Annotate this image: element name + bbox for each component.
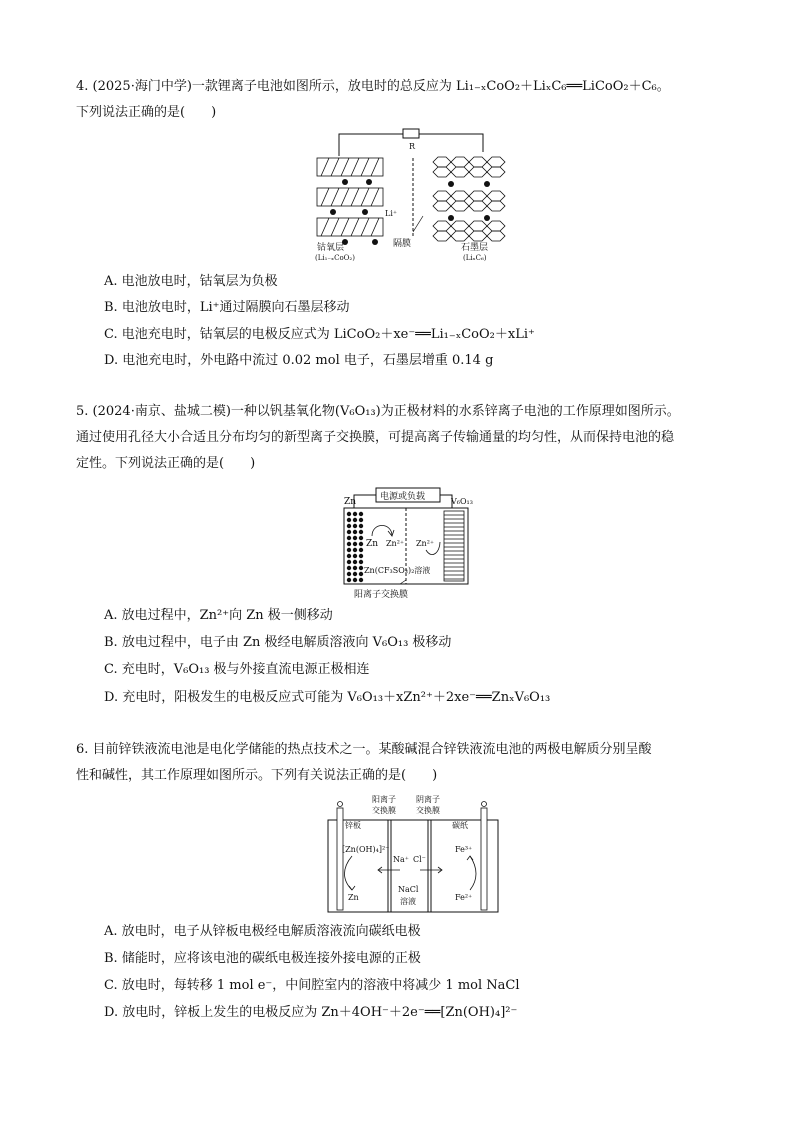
- question-4-option-a[interactable]: A. 电池放电时，钴氧层为负极: [104, 274, 278, 289]
- cobalt-layer-label: 钴氧层: [317, 243, 345, 253]
- fe3-label: Fe³⁺: [455, 845, 473, 854]
- power-label: 电源或负载: [380, 492, 426, 502]
- carbon-paper-label: 碳纸: [452, 821, 468, 830]
- fe2-label: Fe²⁺: [455, 893, 473, 902]
- question-4-stem-line1: 4. (2025·海门中学)一款锂离子电池如图所示，放电时的总反应为 Li₁₋ₓCoO₂＋LiₓC₆══LiCoO₂＋C₆。: [76, 79, 670, 94]
- graphite-layers: [433, 157, 505, 241]
- zincate-label: [Zn(OH)₄]²⁻: [342, 845, 390, 854]
- v6o13-label: V₆O₁₃: [451, 497, 473, 506]
- question-5-stem-line1: 5. (2024·南京、盐城二模)一种以钒基氧化物(V₆O₁₃)为正极材料的水系锌离子电池的工作原理如图所示。: [76, 404, 680, 419]
- question-5-stem-line3: 定性。下列说法正确的是( ): [76, 456, 256, 471]
- question-6-option-d[interactable]: D. 放电时，锌板上发生的电极反应为 Zn＋4OH⁻＋2e⁻══[Zn(OH)₄]²⁻: [104, 1005, 518, 1020]
- zn-electrode-label: Zn: [344, 497, 357, 507]
- zinc-ion-battery-figure: [340, 484, 480, 600]
- graphite-layer-label: 石墨层: [461, 243, 489, 253]
- question-5-option-b[interactable]: B. 放电过程中，电子由 Zn 极经电解质溶液向 V₆O₁₃ 极移动: [104, 635, 452, 650]
- question-4-option-c[interactable]: C. 电池充电时，钴氧层的电极反应式为 LiCoO₂＋xe⁻══Li₁₋ₓCoO₂＋xLi⁺: [104, 327, 535, 342]
- cobalt-oxide-layers: [317, 158, 383, 236]
- cation-membrane-label-1: 阳离子: [372, 795, 396, 804]
- question-5-option-d[interactable]: D. 充电时，阳极发生的电极反应式可能为 V₆O₁₃＋xZn²⁺＋2xe⁻══ZnₓV₆O₁₃: [104, 690, 551, 705]
- anion-membrane-label-2: 交换膜: [416, 806, 440, 815]
- question-4-stem: [76, 74, 722, 126]
- zn2-left-label: Zn²⁺: [386, 539, 405, 548]
- lithium-battery-figure: [305, 126, 515, 266]
- membrane-label: 阳离子交换膜: [354, 590, 409, 600]
- anion-membrane-label-1: 阴离子: [416, 795, 440, 804]
- graphite-layer-formula: (LiₓC₆): [463, 254, 487, 262]
- solution-label: Zn(CF₃SO₃)₂溶液: [364, 566, 431, 575]
- solution-label: 溶液: [400, 897, 416, 906]
- lithium-ions-right: [448, 181, 490, 221]
- separator-label: 隔膜: [393, 239, 412, 249]
- question-5-option-a[interactable]: A. 放电过程中，Zn²⁺向 Zn 极一侧移动: [104, 608, 333, 623]
- zinc-plate-label: 锌板: [345, 821, 361, 830]
- zinc-iron-flow-battery-figure: [324, 790, 504, 920]
- zinc-plate: [337, 808, 343, 910]
- carbon-paper: [481, 808, 487, 910]
- question-6-option-c[interactable]: C. 放电时，每转移 1 mol e⁻，中间腔室内的溶液中将减少 1 mol NaCl: [104, 978, 520, 993]
- question-5-option-c[interactable]: C. 充电时，V₆O₁₃ 极与外接直流电源正极相连: [104, 662, 370, 677]
- cl-ion-label: Cl⁻: [413, 855, 426, 864]
- na-ion-label: Na⁺: [393, 855, 409, 864]
- question-6-stem: [76, 737, 722, 789]
- question-6-option-a[interactable]: A. 放电时，电子从锌板电极经电解质溶液流向碳纸电极: [104, 924, 421, 939]
- question-4-option-d[interactable]: D. 电池充电时，外电路中流过 0.02 mol 电子，石墨层增重 0.14 g: [104, 353, 494, 368]
- question-6-option-b[interactable]: B. 储能时，应将该电池的碳纸电极连接外接电源的正极: [104, 951, 421, 966]
- question-6-stem-line1: 6. 目前锌铁液流电池是电化学储能的热点技术之一。某酸碱混合锌铁液流电池的两极电解质分别呈酸: [76, 742, 652, 757]
- zn-label: Zn: [348, 893, 359, 902]
- question-6-stem-line2: 性和碱性，其工作原理如图所示。下列有关说法正确的是( ): [76, 768, 438, 783]
- resistor: [403, 129, 419, 138]
- question-4-option-b[interactable]: B. 电池放电时，Li⁺通过隔膜向石墨层移动: [104, 300, 350, 315]
- li-ion-label: Li⁺: [385, 209, 398, 218]
- cobalt-layer-formula: (Li₁₋ₓCoO₂): [315, 254, 355, 262]
- nacl-label: NaCl: [398, 885, 419, 894]
- zn-label: Zn: [366, 539, 379, 549]
- resistor-label: R: [409, 142, 416, 151]
- v6o13-electrode: [444, 511, 464, 581]
- zinc-electrode-dots: [347, 512, 363, 582]
- cation-membrane-label-2: 交换膜: [372, 806, 396, 815]
- question-5-stem-line2: 通过使用孔径大小合适且分布均匀的新型离子交换膜，可提高离子传输通量的均匀性，从而保持电池的稳: [76, 430, 675, 445]
- lithium-ions-left: [330, 179, 378, 245]
- question-5-stem: [76, 399, 722, 477]
- zn2-right-label: Zn²⁺: [416, 539, 435, 548]
- question-4-stem-line2: 下列说法正确的是( ): [76, 105, 217, 120]
